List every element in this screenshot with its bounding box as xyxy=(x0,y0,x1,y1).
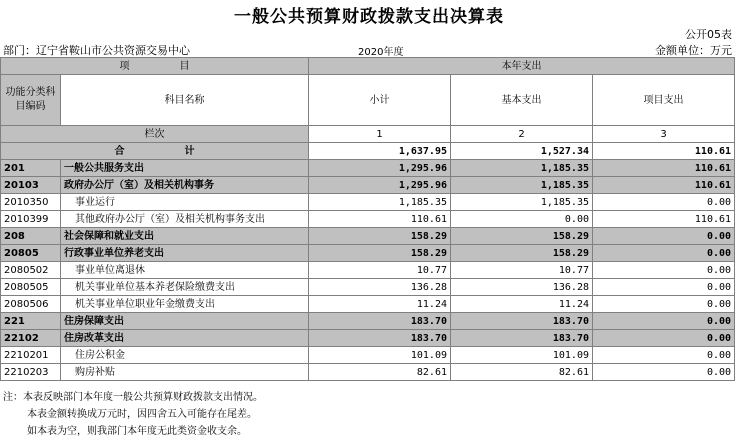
row-basic: 1,185.35 xyxy=(451,177,593,194)
row-basic: 10.77 xyxy=(451,262,593,279)
total-row xyxy=(1,143,735,160)
table-row xyxy=(1,262,735,279)
header-subtotal: 小计 xyxy=(309,75,451,126)
row-name: 事业运行 xyxy=(61,194,309,211)
header-subject-name: 科目名称 xyxy=(61,75,309,126)
row-basic: 183.70 xyxy=(451,330,593,347)
row-basic: 158.29 xyxy=(451,228,593,245)
table-row xyxy=(1,194,735,211)
table-row xyxy=(1,177,735,194)
header-current-year: 本年支出 xyxy=(309,58,735,75)
col-no-2: 2 xyxy=(451,126,593,143)
header-basic: 基本支出 xyxy=(451,75,593,126)
expenditure-table xyxy=(0,57,735,381)
row-basic: 1,185.35 xyxy=(451,194,593,211)
total-subtotal: 1,637.95 xyxy=(309,143,451,160)
row-name: 购房补贴 xyxy=(61,364,309,381)
form-number: 公开05表 xyxy=(685,28,732,41)
table-row xyxy=(1,313,735,330)
header-project: 项目支出 xyxy=(593,75,735,126)
header-row-1 xyxy=(1,58,735,75)
row-project: 0.00 xyxy=(593,330,735,347)
row-basic: 136.28 xyxy=(451,279,593,296)
table-row xyxy=(1,160,735,177)
row-name: 机关事业单位职业年金缴费支出 xyxy=(61,296,309,313)
row-subtotal: 82.61 xyxy=(309,364,451,381)
row-subtotal: 10.77 xyxy=(309,262,451,279)
amount-unit: 金额单位：万元 xyxy=(655,44,732,57)
row-subtotal: 158.29 xyxy=(309,228,451,245)
row-basic: 158.29 xyxy=(451,245,593,262)
row-project: 0.00 xyxy=(593,279,735,296)
row-basic: 1,185.35 xyxy=(451,160,593,177)
table-row xyxy=(1,279,735,296)
col-no-3: 3 xyxy=(593,126,735,143)
row-project: 0.00 xyxy=(593,245,735,262)
header-item: 项 目 xyxy=(1,58,309,75)
row-name: 一般公共服务支出 xyxy=(61,160,309,177)
table-row xyxy=(1,296,735,313)
header-row-2 xyxy=(1,75,735,126)
row-code: 2210203 xyxy=(1,364,61,381)
note-2: 本表金额转换成万元时，因四舍五入可能存在尾差。 xyxy=(27,409,257,420)
row-code: 2010350 xyxy=(1,194,61,211)
row-subtotal: 1,295.96 xyxy=(309,160,451,177)
row-basic: 11.24 xyxy=(451,296,593,313)
row-code: 221 xyxy=(1,313,61,330)
row-subtotal: 1,295.96 xyxy=(309,177,451,194)
row-name: 行政事业单位养老支出 xyxy=(61,245,309,262)
row-subtotal: 158.29 xyxy=(309,245,451,262)
row-code: 201 xyxy=(1,160,61,177)
row-subtotal: 110.61 xyxy=(309,211,451,228)
row-subtotal: 183.70 xyxy=(309,313,451,330)
row-name: 政府办公厅（室）及相关机构事务 xyxy=(61,177,309,194)
row-subtotal: 136.28 xyxy=(309,279,451,296)
row-subtotal: 101.09 xyxy=(309,347,451,364)
table-row xyxy=(1,347,735,364)
report-title: 一般公共预算财政拨款支出决算表 xyxy=(234,7,504,27)
row-subtotal: 1,185.35 xyxy=(309,194,451,211)
row-code: 2080506 xyxy=(1,296,61,313)
table-row xyxy=(1,228,735,245)
row-name: 其他政府办公厅（室）及相关机构事务支出 xyxy=(61,211,309,228)
table-row xyxy=(1,364,735,381)
row-name: 住房保障支出 xyxy=(61,313,309,330)
footnotes xyxy=(3,389,263,440)
fiscal-year: 2020年度 xyxy=(358,47,404,58)
note-3: 如本表为空，则我部门本年度无此类资金收支余。 xyxy=(27,426,247,437)
row-project: 0.00 xyxy=(593,228,735,245)
column-number-row xyxy=(1,126,735,143)
row-name: 住房公积金 xyxy=(61,347,309,364)
row-subtotal: 183.70 xyxy=(309,330,451,347)
row-project: 0.00 xyxy=(593,262,735,279)
total-project: 110.61 xyxy=(593,143,735,160)
row-project: 110.61 xyxy=(593,177,735,194)
row-code: 208 xyxy=(1,228,61,245)
row-code: 2080505 xyxy=(1,279,61,296)
row-code: 2080502 xyxy=(1,262,61,279)
row-code: 2010399 xyxy=(1,211,61,228)
total-label: 合 计 xyxy=(1,143,309,160)
header-func-code: 功能分类科目编码 xyxy=(1,75,61,126)
col-no-label: 栏次 xyxy=(1,126,309,143)
table-row xyxy=(1,330,735,347)
row-project: 110.61 xyxy=(593,211,735,228)
row-project: 0.00 xyxy=(593,364,735,381)
total-basic: 1,527.34 xyxy=(451,143,593,160)
col-no-1: 1 xyxy=(309,126,451,143)
row-code: 22102 xyxy=(1,330,61,347)
row-project: 0.00 xyxy=(593,296,735,313)
row-basic: 101.09 xyxy=(451,347,593,364)
row-name: 事业单位离退休 xyxy=(61,262,309,279)
row-name: 住房改革支出 xyxy=(61,330,309,347)
row-name: 社会保障和就业支出 xyxy=(61,228,309,245)
row-code: 2210201 xyxy=(1,347,61,364)
row-basic: 0.00 xyxy=(451,211,593,228)
row-project: 110.61 xyxy=(593,160,735,177)
department-label: 部门：辽宁省鞍山市公共资源交易中心 xyxy=(3,44,190,57)
row-basic: 183.70 xyxy=(451,313,593,330)
note-1: 注：本表反映部门本年度一般公共预算财政拨款支出情况。 xyxy=(3,392,263,403)
row-project: 0.00 xyxy=(593,347,735,364)
row-project: 0.00 xyxy=(593,313,735,330)
row-name: 机关事业单位基本养老保险缴费支出 xyxy=(61,279,309,296)
table-row xyxy=(1,211,735,228)
row-code: 20805 xyxy=(1,245,61,262)
row-code: 20103 xyxy=(1,177,61,194)
row-project: 0.00 xyxy=(593,194,735,211)
row-basic: 82.61 xyxy=(451,364,593,381)
row-subtotal: 11.24 xyxy=(309,296,451,313)
table-row xyxy=(1,245,735,262)
